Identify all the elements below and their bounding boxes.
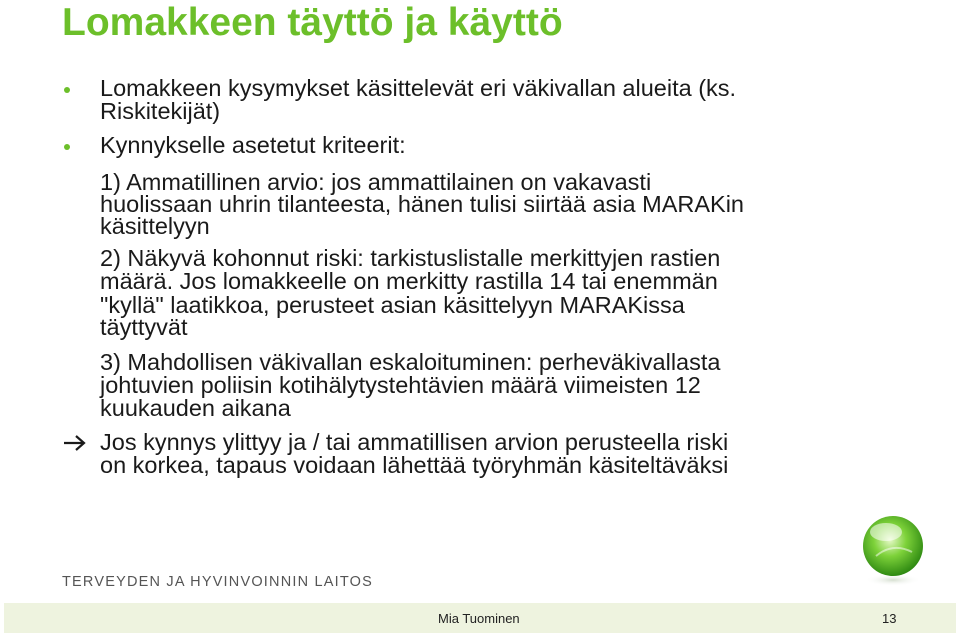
criterion-1-line-1: 1) Ammatillinen arvio: jos ammattilainen on vakavasti xyxy=(100,169,652,195)
criterion-3-line-3: kuukauden aikana xyxy=(100,395,291,421)
criterion-2-line-4: täyttyvät xyxy=(100,314,188,340)
criterion-2-line-2: määrä. Jos lomakkeelle on merkitty rastilla 14 tai enemmän xyxy=(100,268,718,294)
organization-logo-text: TERVEYDEN JA HYVINVOINNIN LAITOS xyxy=(62,574,374,590)
criterion-1-line-2: huolissaan uhrin tilanteesta, hänen tulisi siirtää asia MARAKin xyxy=(100,191,744,217)
right-arrow-icon xyxy=(62,433,88,458)
bullet-1-line-1: Lomakkeen kysymykset käsittelevät eri väkivallan alueita (ks. xyxy=(100,75,737,101)
green-orb-logo xyxy=(856,512,930,593)
arrow-item-line-2: on korkea, tapaus voidaan lähettää työryhmän käsiteltäväksi xyxy=(100,452,729,478)
criterion-2-line-1: 2) Näkyvä kohonnut riski: tarkistuslistalle merkittyjen rastien xyxy=(100,245,721,271)
criterion-2-line-3: "kyllä" laatikkoa, perusteet asian käsittelyyn MARAKissa xyxy=(100,292,685,318)
criterion-3-line-1: 3) Mahdollisen väkivallan eskaloituminen: perheväkivallasta xyxy=(100,349,721,375)
criterion-3-line-2: johtuvien poliisin kotihälytystehtävien määrä viimeisten 12 xyxy=(100,372,701,398)
bullet-dot xyxy=(64,87,70,93)
bullet-1-line-2: Riskitekijät) xyxy=(100,98,221,124)
bullet-dot xyxy=(64,144,70,150)
arrow-item-line-1: Jos kynnys ylittyy ja / tai ammatillisen arvion perusteella riski xyxy=(100,429,729,455)
bullet-2-heading: Kynnykselle asetetut kriteerit: xyxy=(100,132,406,158)
criterion-1-line-3: käsittelyyn xyxy=(100,213,210,239)
page-number: 13 xyxy=(882,611,897,626)
footer-author: Mia Tuominen xyxy=(438,611,520,626)
slide-title: Lomakkeen täyttö ja käyttö xyxy=(62,1,563,44)
